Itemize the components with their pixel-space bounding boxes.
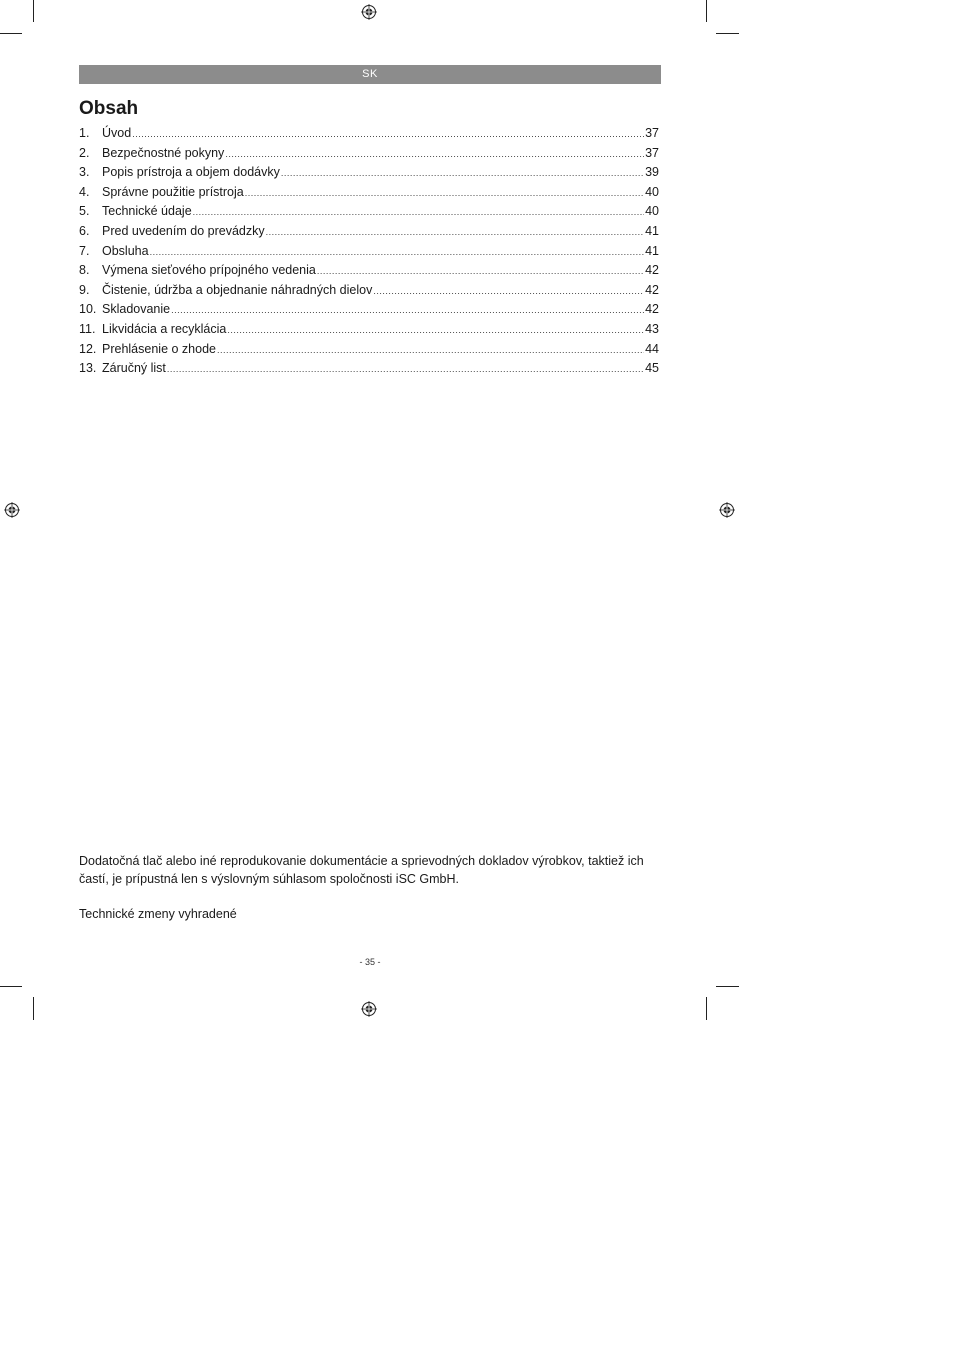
crop-mark-bottom-right-h bbox=[716, 986, 739, 987]
toc-leader-dots bbox=[150, 242, 645, 263]
toc-leader-dots bbox=[171, 300, 644, 321]
toc-item-number: 9. bbox=[79, 282, 90, 297]
toc-item-label: Výmena sieťového prípojného vedenia bbox=[102, 263, 316, 278]
crop-mark-bottom-left-v bbox=[33, 997, 34, 1020]
toc-item-page: 42 bbox=[645, 282, 659, 297]
registration-mark-icon bbox=[4, 502, 20, 518]
toc-item-label: Technické údaje bbox=[102, 204, 192, 219]
toc-item-label: Záručný list bbox=[102, 361, 166, 376]
toc-item-label: Správne použitie prístroja bbox=[102, 184, 244, 199]
toc-item[interactable] bbox=[79, 340, 659, 360]
toc-item-page: 42 bbox=[645, 302, 659, 317]
toc-item-number: 4. bbox=[79, 184, 90, 199]
registration-mark-icon bbox=[361, 1001, 377, 1017]
toc-item-number: 8. bbox=[79, 263, 90, 278]
toc-item[interactable] bbox=[79, 202, 659, 222]
toc-leader-dots bbox=[317, 261, 644, 282]
toc-item-page: 45 bbox=[645, 361, 659, 376]
toc-item-label: Popis prístroja a objem dodávky bbox=[102, 165, 280, 180]
toc-item-page: 42 bbox=[645, 263, 659, 278]
toc-item-label: Prehlásenie o zhode bbox=[102, 341, 216, 356]
toc-leader-dots bbox=[167, 359, 644, 380]
toc-item-number: 12. bbox=[79, 341, 97, 356]
toc-item-page: 37 bbox=[645, 145, 659, 160]
toc-item-number: 6. bbox=[79, 223, 90, 238]
toc-item-label: Likvidácia a recyklácia bbox=[102, 321, 227, 336]
toc-item[interactable] bbox=[79, 359, 659, 379]
toc-leader-dots bbox=[217, 340, 644, 361]
toc-item-number: 2. bbox=[79, 145, 90, 160]
toc-item-page: 41 bbox=[645, 243, 659, 258]
language-code: SK bbox=[362, 68, 378, 80]
toc-leader-dots bbox=[225, 144, 644, 165]
toc-item-page: 39 bbox=[645, 165, 659, 180]
crop-mark-top-right-h bbox=[716, 33, 739, 34]
language-header-bar bbox=[79, 65, 661, 84]
toc-item[interactable] bbox=[79, 242, 659, 262]
toc-item[interactable] bbox=[79, 144, 659, 164]
toc-item-page: 44 bbox=[645, 341, 659, 356]
crop-mark-top-left-v bbox=[33, 0, 34, 22]
page-number: - 35 - bbox=[359, 957, 381, 967]
toc-item-number: 1. bbox=[79, 126, 90, 140]
crop-mark-bottom-right-v bbox=[706, 997, 707, 1020]
toc-item-page: 43 bbox=[645, 321, 659, 336]
toc-item-number: 11. bbox=[79, 321, 96, 336]
toc-title: Obsah bbox=[79, 98, 139, 119]
toc-item-number: 10. bbox=[79, 302, 97, 317]
toc-item-page: 37 bbox=[645, 126, 659, 140]
reproduction-notice: Dodatočná tlač alebo iné reprodukovanie dokumentácie a sprievodných dokladov výrobkov, taktiež ich častí, je prípustná len s výslovným súhlasom spoločnosti iSC GmbH. bbox=[79, 854, 644, 886]
toc-item[interactable] bbox=[79, 281, 659, 301]
toc-item[interactable] bbox=[79, 261, 659, 281]
toc-item[interactable] bbox=[79, 222, 659, 242]
technical-changes-note: Technické zmeny vyhradené bbox=[79, 907, 237, 921]
toc-item-number: 3. bbox=[79, 165, 90, 180]
toc-leader-dots bbox=[373, 281, 644, 302]
toc-leader-dots bbox=[227, 320, 644, 341]
toc-leader-dots bbox=[281, 163, 644, 184]
toc-item[interactable] bbox=[79, 124, 659, 144]
toc-list bbox=[79, 124, 659, 379]
toc-item-number: 13. bbox=[79, 361, 97, 376]
toc-item-page: 40 bbox=[645, 184, 659, 199]
crop-mark-bottom-left-h bbox=[0, 986, 22, 987]
crop-mark-top-left-h bbox=[0, 33, 22, 34]
toc-leader-dots bbox=[193, 202, 644, 223]
toc-item[interactable] bbox=[79, 300, 659, 320]
toc-item-label: Obsluha bbox=[102, 243, 149, 258]
toc-leader-dots bbox=[266, 222, 645, 243]
toc-item[interactable] bbox=[79, 320, 659, 340]
toc-item-label: Pred uvedením do prevádzky bbox=[102, 223, 265, 238]
registration-mark-icon bbox=[361, 4, 377, 20]
toc-item-label: Čistenie, údržba a objednanie náhradných dielov bbox=[102, 282, 373, 297]
crop-mark-top-right-v bbox=[706, 0, 707, 22]
toc-item-label: Bezpečnostné pokyny bbox=[102, 145, 225, 160]
toc-item-number: 5. bbox=[79, 204, 90, 219]
toc-item-label: Úvod bbox=[102, 126, 132, 140]
toc-item[interactable] bbox=[79, 183, 659, 203]
toc-leader-dots bbox=[132, 124, 644, 145]
toc-item-label: Skladovanie bbox=[102, 302, 171, 317]
registration-mark-icon bbox=[719, 502, 735, 518]
toc-item-page: 40 bbox=[645, 204, 659, 219]
toc-item[interactable] bbox=[79, 163, 659, 183]
toc-leader-dots bbox=[245, 183, 644, 204]
toc-item-page: 41 bbox=[645, 223, 659, 238]
toc-item-number: 7. bbox=[79, 243, 90, 258]
